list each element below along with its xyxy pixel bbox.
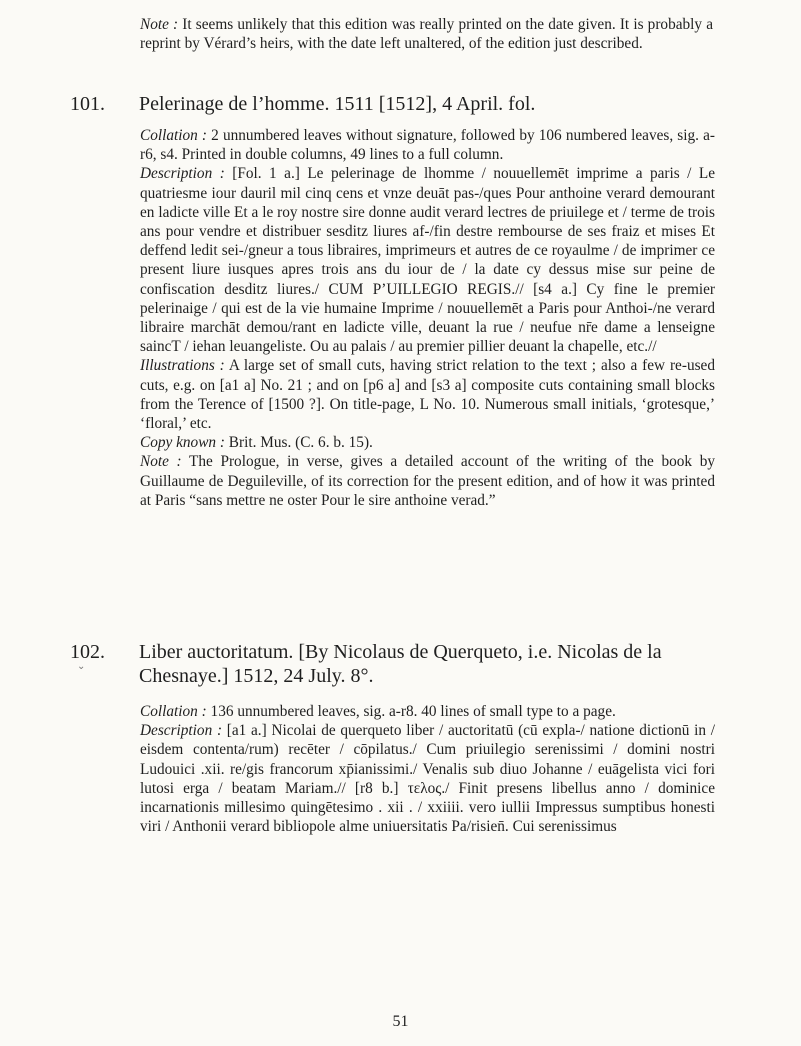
collation-paragraph (140, 126, 715, 164)
description-text: [a1 a.] Nicolai de querqueto liber / auctoritatū (cū expla-/ natione dictionū in / eisdem contenta/rum) recēter / cōpilatus./ Cum priuilegio serenissimi / domini nostri Ludouici .xii. re/gis francorum xp̄ianissimi./ Venalis sub diuo Johanne / euāgelista vici fori lutosi erga / beatam Mariam.// [r8 b.] τελος./ Finit presens libellus anno / dominice incarnationis millesimo quingētesimo . xii . / xxiiii. vero iullii Impressus sumptibus honesti viri / Anthonii verard bibliopole alme uniuersitatis Pa/risien̄. Cui serenissimus (140, 722, 715, 836)
illustrations-text: A large set of small cuts, having strict relation to the text ; also a few re-used cuts, e.g. on [a1 a] No. 21 ; and on [p6 a] and [s3 a] composite cuts containing small blocks from the Terence of [1500 ?]. On title-page, L No. 10. Numerous small initials, ‘grotesque,’ ‘floral,’ etc. (140, 357, 715, 433)
page-number: 51 (392, 1013, 409, 1030)
description-label: Description : (140, 722, 223, 740)
intro-note-text: It seems unlikely that this edition was really printed on the date given. It is probably a reprint by Vérard’s heirs, with the date left unaltered, of the edition just described. (140, 16, 713, 53)
illustrations-label: Illustrations : (140, 357, 225, 375)
intro-note-label: Note : (140, 16, 179, 33)
entry-heading: Liber auctoritatum. [By Nicolaus de Querqueto, i.e. Nicolas de la Chesnaye.] 1512, 24 July. 8°. (139, 641, 662, 687)
description-paragraph (140, 721, 715, 836)
collation-label: Collation : (140, 703, 207, 720)
copy-known-label: Copy known : (140, 434, 225, 452)
entry-heading: Pelerinage de l’homme. 1511 [1512], 4 April. fol. (139, 93, 536, 115)
description-label: Description : (140, 165, 225, 183)
collation-text: 136 unnumbered leaves, sig. a-r8. 40 lines of small type to a page. (206, 703, 616, 720)
illustrations-paragraph (140, 356, 715, 433)
copy-known-paragraph (140, 433, 715, 452)
intro-note (140, 15, 713, 53)
margin-mark: ⌄ (77, 661, 86, 672)
note-paragraph (140, 452, 715, 510)
note-text: The Prologue, in verse, gives a detailed account of the writing of the book by Guillaume de Deguileville, of its correction for the present edition, and of how it was printed at Paris “sans mettre ne oster Pour le sire anthoine verad.” (140, 453, 715, 509)
entry-body (140, 702, 715, 836)
collation-label: Collation : (140, 127, 208, 144)
note-label: Note : (140, 453, 182, 471)
copy-known-text: Brit. Mus. (C. 6. b. 15). (224, 434, 373, 452)
collation-paragraph (140, 702, 715, 721)
entry-body (140, 126, 715, 510)
description-text: [Fol. 1 a.] Le pelerinage de lhomme / nouuellemēt imprime a paris / Le quatriesme iour dauril mil cinq cens et vnze deuāt pas-/ques Pour anthoine verard demourant en ladicte ville Et a le roy nostre sire donne audit verard lectres de priuilege et / terme de trois ans pour vendre et distribuer sesditz liures af-/fin destre rembourse de ses fraiz et mises Et deffend ledit sei-/gneur a tous libraires, imprimeurs et autres de ce royaulme / de imprimer ce present liure iusques apres trois ans du iour de / la date cy dessus mise sur peine de confiscation desditz liures./ CUM P’UILLEGIO REGIS.// [s4 a.] Cy fine le premier pelerinaige / qui est de la vie humaine Imprime / nouuellemēt a Paris pour Anthoi-/ne verard libraire marchāt demou/rant en ladicte ville, deuant la rue / neufue nr̄e dame a lenseigne saincT / iehan leuangeliste. Ou au palais / au premier pillier deuant la chapelle, etc.// (140, 165, 715, 356)
collation-text: 2 unnumbered leaves without signature, followed by 106 numbered leaves, sig. a-r6, s4. Printed in double columns, 49 lines to a full column. (140, 127, 715, 164)
description-paragraph (140, 164, 715, 356)
entry-number: 101. (70, 93, 105, 115)
entry-number: 102. (70, 641, 105, 663)
